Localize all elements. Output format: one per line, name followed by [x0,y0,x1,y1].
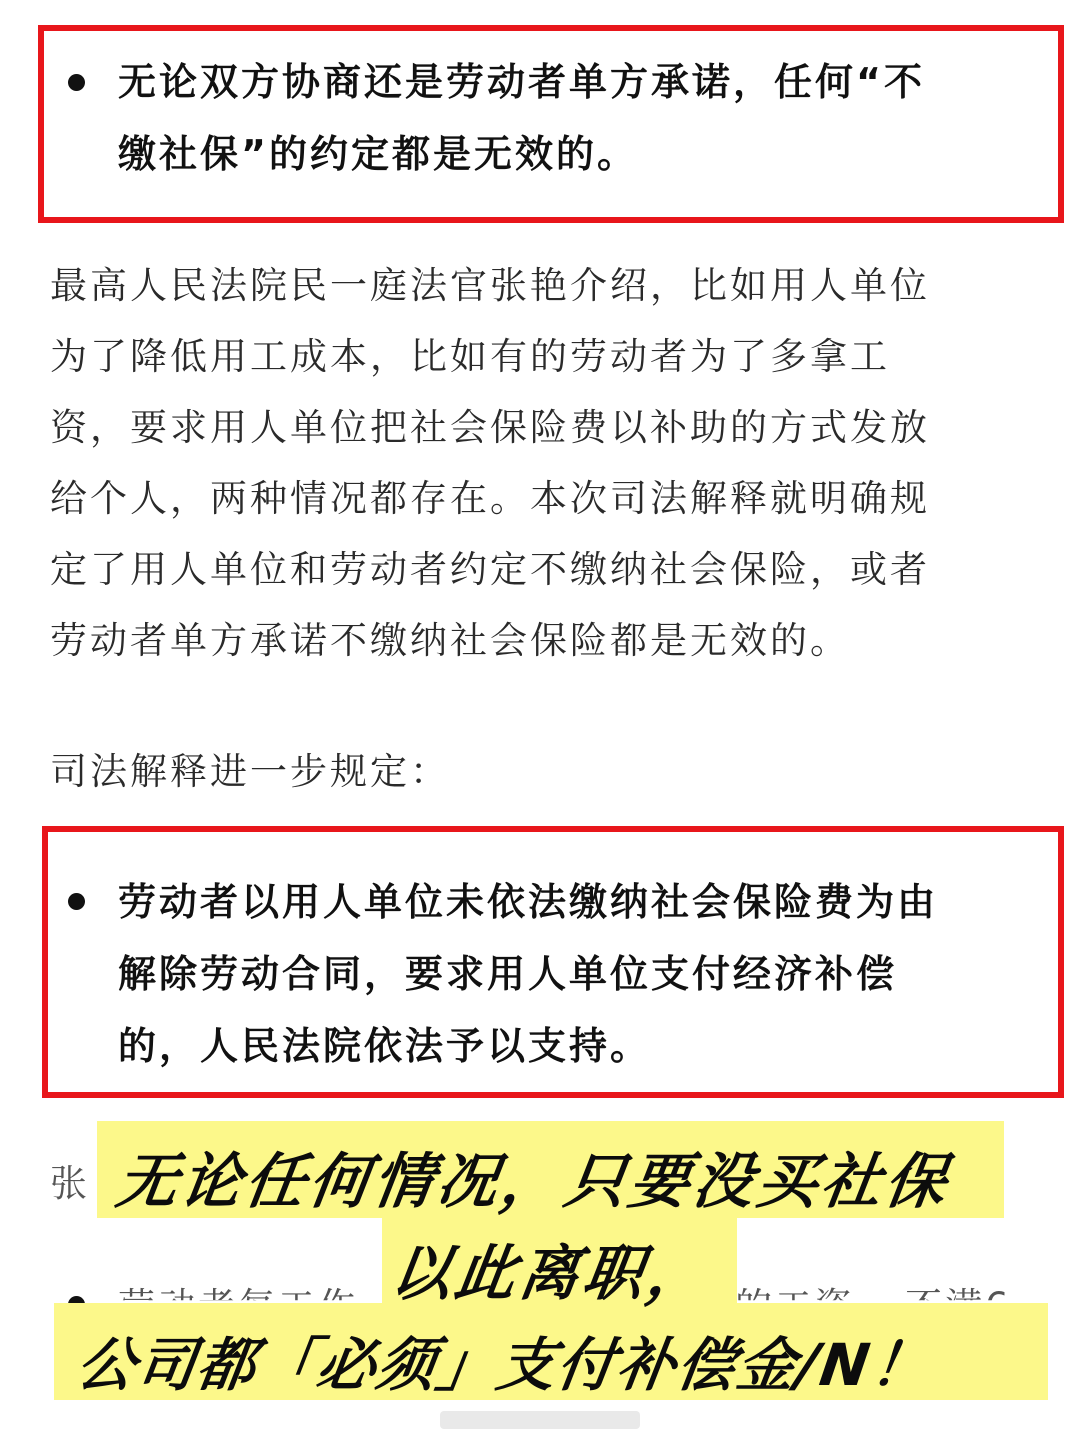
box1-line-2: 缴社保”的约定都是无效的。 [118,132,638,176]
overlay-line-1: 无论任何情况，只要没买社保 [112,1147,955,1217]
bullet-dot [68,893,85,910]
para1-line-6: 劳动者单方承诺不缴纳社会保险都是无效的。 [50,619,850,662]
para1-line-3: 资，要求用人单位把社会保险费以补助的方式发放 [50,406,930,449]
box2-line-2: 解除劳动合同，要求用人单位支付经济补偿 [118,952,898,996]
overlay-line-3: 公司都「必须」支付补偿金/N！ [72,1331,936,1399]
box2-line-3: 的，人民法院依法予以支持。 [118,1024,652,1068]
watermark-blur [440,1411,640,1429]
para1-line-2: 为了降低用工成本，比如有的劳动者为了多拿工 [50,335,890,378]
paragraph-further-provision: 司法解释进一步规定： [50,750,450,793]
para1-line-4: 给个人，两种情况都存在。本次司法解释就明确规 [50,477,930,520]
box2-line-1: 劳动者以用人单位未依法缴纳社会保险费为由 [118,880,939,924]
overlay-line-2: 以此离职， [386,1239,717,1309]
box1-line-1: 无论双方协商还是劳动者单方承诺，任何“不 [118,60,925,104]
partial-char: 张 [50,1162,90,1205]
para1-line-1: 最高人民法院民一庭法官张艳介绍，比如用人单位 [50,264,930,307]
para1-line-5: 定了用人单位和劳动者约定不缴纳社会保险，或者 [50,548,930,591]
bullet-dot [68,74,85,91]
